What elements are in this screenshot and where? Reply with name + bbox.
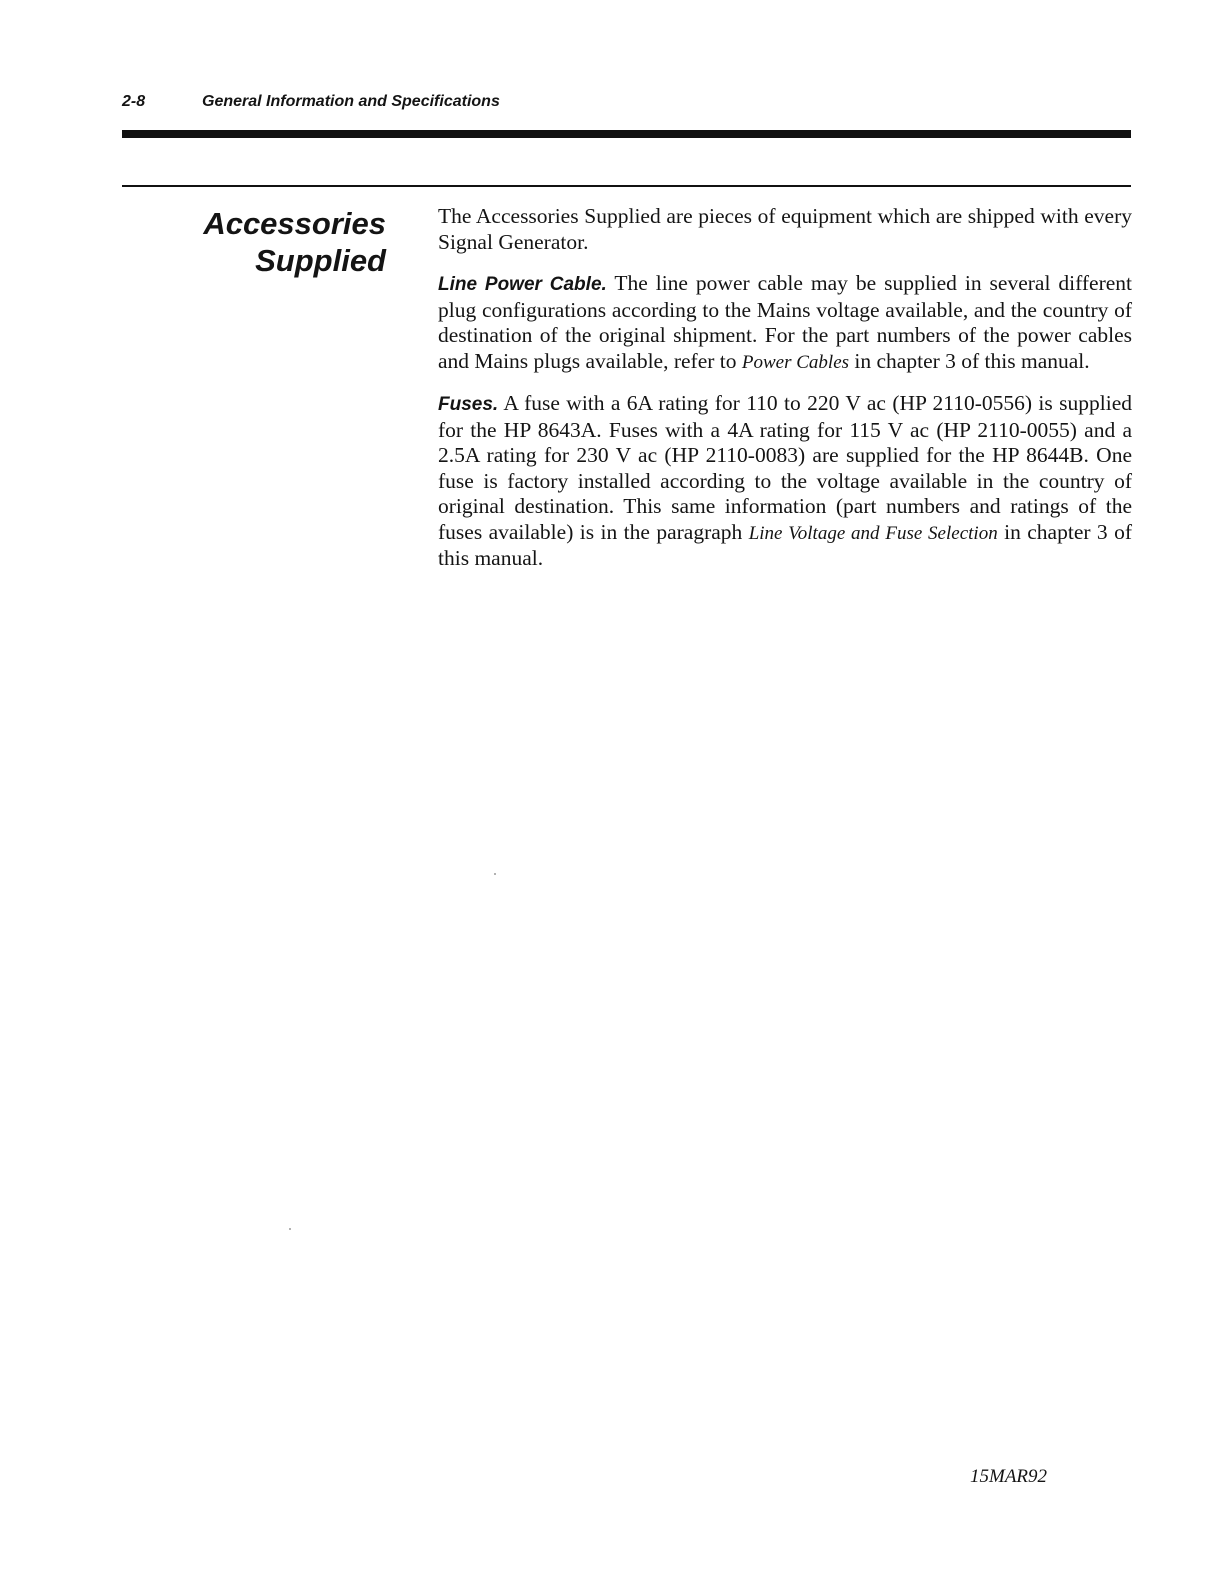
running-head: [122, 92, 500, 112]
intro-paragraph: The Accessories Supplied are pieces of equipment which are shipped with every Signal Generator.: [438, 204, 1132, 254]
line-power-paragraph: [438, 271, 1132, 375]
page-number: 2-8: [122, 93, 146, 110]
section-title: [150, 205, 386, 279]
fuses-text-end: in chapter 3 of this manual.: [438, 519, 1133, 570]
section-rule: [122, 185, 1131, 187]
scan-speck: [494, 873, 496, 875]
section-title-line-2: Supplied: [255, 243, 386, 278]
header-rule: [122, 130, 1131, 138]
running-head-title: General Information and Specifications: [202, 93, 500, 110]
line-power-text: The line power cable may be supplied in several different plug configurations according to the Mains voltage available, and the country of destination of the original shipment. For the part numbers of the power cables and Mains plugs available, refer to: [438, 271, 1132, 373]
power-cables-reference: Power Cables: [741, 351, 850, 373]
fuses-text: A fuse with a 6A rating for 110 to 220 V ac (HP 2110-0556) is supplied for the HP 8643A. Fuses with a 4A rating for 115 V ac (HP 2110-0055) and a 2.5A rating for 230 V ac (HP 2110-0083) are supplied for the HP 8644B. One fuse is factory installed according to the voltage available in the country of original destination. This same information (part numbers and ratings of the fuses available) is in the paragraph: [438, 391, 1132, 544]
fuse-selection-reference: Line Voltage and Fuse Selection: [748, 522, 998, 544]
date-stamp: 15MAR92: [970, 1466, 1048, 1487]
line-power-heading: Line Power Cable.: [438, 274, 607, 295]
section-title-line-1: Accessories: [203, 206, 386, 241]
scan-speck: [289, 1228, 291, 1230]
fuses-paragraph: [438, 391, 1132, 572]
fuses-heading: Fuses.: [438, 394, 499, 415]
line-power-text-end: in chapter 3 of this manual.: [854, 348, 1090, 373]
body-column: [438, 204, 1132, 588]
